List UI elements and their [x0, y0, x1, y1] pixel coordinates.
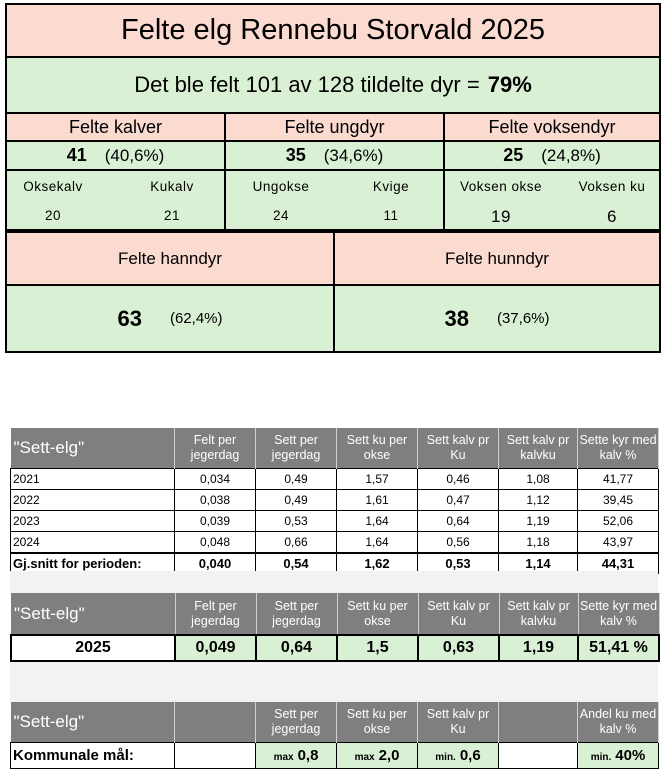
table-cell: 51,41 % — [578, 635, 659, 661]
column-header: Sett kalv pr Ku — [418, 428, 499, 468]
table-cell: 1,61 — [337, 489, 418, 510]
sex-label: Felte hanndyr — [118, 248, 222, 268]
table-cell — [499, 742, 578, 768]
table-cell: 1,64 — [337, 510, 418, 531]
sex-pct: (62,4%) — [169, 310, 223, 327]
male-header — [5, 231, 335, 286]
table-title: "Sett-elg" — [11, 702, 175, 742]
group-pct: (40,6%) — [104, 145, 165, 165]
column-header: Sett per jegerdag — [256, 593, 337, 635]
group-breakdown-young — [224, 171, 445, 231]
sub-label: Ungokse — [252, 179, 310, 194]
sex-count: 38 — [444, 305, 469, 331]
group-label: Felte ungdyr — [284, 116, 385, 137]
table-cell: 43,97 — [578, 531, 659, 553]
group-count: 35 — [285, 145, 306, 165]
table-cell — [175, 742, 256, 768]
sub-value: 19 — [491, 207, 511, 226]
table-cell: 1,08 — [499, 468, 578, 489]
spacer — [10, 662, 658, 702]
table-cell: 1,14 — [499, 553, 578, 574]
table-cell: 1,62 — [337, 553, 418, 574]
table-cell: 39,45 — [578, 489, 659, 510]
municipal-goals-table — [10, 702, 659, 769]
female-count — [333, 286, 661, 353]
row-year: 2021 — [11, 468, 175, 489]
table-cell: 0,66 — [256, 531, 337, 553]
group-header-calves — [5, 114, 226, 142]
goal-value: 0,8 — [297, 746, 319, 764]
table-cell: 0,040 — [175, 553, 256, 574]
group-pct: (24,8%) — [541, 145, 601, 165]
column-header: Sett ku per okse — [337, 593, 418, 635]
column-header: Andel ku med kalv % — [578, 702, 659, 742]
sett-elg-2025-table — [10, 593, 660, 662]
sex-label: Felte hunndyr — [445, 248, 549, 268]
sex-pct: (37,6%) — [496, 310, 550, 327]
goals-label: Kommunale mål: — [11, 742, 175, 768]
goal-prefix: min. — [435, 751, 456, 763]
table-cell: 0,048 — [175, 531, 256, 553]
goal-prefix: max — [354, 751, 375, 763]
table-row — [11, 468, 659, 489]
table-cell: 0,53 — [418, 553, 499, 574]
column-header: Sett kalv pr kalvku — [499, 428, 578, 468]
table-cell: 44,31 — [578, 553, 659, 574]
sub-value: 21 — [163, 208, 181, 223]
group-header-young — [224, 114, 445, 142]
column-header: Sett kalv pr Ku — [418, 702, 499, 742]
table-cell — [418, 742, 499, 768]
table-row — [11, 510, 659, 531]
average-label: Gj.snitt for perioden: — [11, 553, 175, 574]
table-cell: 0,039 — [175, 510, 256, 531]
sett-elg-history-table — [10, 428, 659, 574]
group-count-calves — [5, 142, 226, 171]
column-header: Sette kyr med kalv % — [578, 428, 659, 468]
table-cell: 1,64 — [337, 531, 418, 553]
goal-prefix: max — [273, 751, 294, 763]
column-header: Sett per jegerdag — [256, 702, 337, 742]
table-cell — [256, 742, 337, 768]
table-cell: 1,12 — [499, 489, 578, 510]
table-cell: 1,19 — [499, 635, 578, 661]
table-cell — [337, 742, 418, 768]
column-header — [499, 702, 578, 742]
sub-value: 20 — [44, 208, 62, 223]
column-header: Sett per jegerdag — [256, 428, 337, 468]
title-text: Felte elg Rennebu Storvald 2025 — [120, 14, 545, 46]
sex-count: 63 — [117, 305, 142, 331]
column-header: Felt per jegerdag — [175, 428, 256, 468]
group-count: 41 — [66, 145, 87, 165]
harvest-summary — [5, 58, 661, 114]
summary-percent: 79% — [487, 72, 532, 97]
table-cell: 0,54 — [256, 553, 337, 574]
goal-value: 0,6 — [459, 746, 481, 764]
group-breakdown-adult — [443, 171, 661, 231]
sub-label: Voksen okse — [459, 179, 543, 194]
column-header: Sett ku per okse — [337, 702, 418, 742]
group-count-adult — [443, 142, 661, 171]
group-breakdown-calves — [5, 171, 226, 231]
table-title: "Sett-elg" — [11, 593, 175, 635]
table-header-row — [11, 428, 659, 468]
table-header-row — [11, 593, 659, 635]
sub-value: 11 — [383, 208, 399, 223]
sub-value: 24 — [272, 208, 290, 223]
column-header: Sett kalv pr kalvku — [499, 593, 578, 635]
sub-label: Kvige — [372, 179, 410, 194]
row-year: 2024 — [11, 531, 175, 553]
table-cell: 0,53 — [256, 510, 337, 531]
group-pct: (34,6%) — [323, 145, 384, 165]
sub-value: 6 — [607, 207, 617, 226]
summary-text: Det ble felt 101 av 128 tildelte dyr = — [134, 72, 480, 97]
table-cell: 0,49 — [256, 489, 337, 510]
group-count: 25 — [503, 145, 524, 165]
female-header — [333, 231, 661, 286]
sub-label: Kukalv — [150, 179, 194, 194]
table-header-row — [11, 702, 659, 742]
column-header: Sett ku per okse — [337, 428, 418, 468]
table-cell — [578, 742, 659, 768]
table-row — [11, 531, 659, 553]
table-cell: 0,038 — [175, 489, 256, 510]
sub-label: Oksekalv — [23, 179, 83, 194]
table-cell: 0,64 — [256, 635, 337, 661]
group-label: Felte voksendyr — [488, 116, 616, 137]
goal-value: 40% — [615, 746, 646, 764]
table-cell: 0,46 — [418, 468, 499, 489]
spacer — [10, 571, 658, 593]
row-year: 2023 — [11, 510, 175, 531]
table-cell: 52,06 — [578, 510, 659, 531]
goal-prefix: min. — [590, 751, 612, 763]
row-year: 2022 — [11, 489, 175, 510]
group-header-adult — [443, 114, 661, 142]
table-cell: 0,034 — [175, 468, 256, 489]
column-header — [175, 702, 256, 742]
table-row — [11, 635, 659, 661]
sub-label: Voksen ku — [578, 179, 646, 194]
table-cell: 41,77 — [578, 468, 659, 489]
table-row — [11, 489, 659, 510]
table-cell: 0,049 — [175, 635, 256, 661]
column-header: Sette kyr med kalv % — [578, 593, 659, 635]
male-count — [5, 286, 335, 353]
row-year: 2025 — [11, 635, 175, 661]
table-cell: 0,64 — [418, 510, 499, 531]
table-cell: 0,63 — [418, 635, 499, 661]
page-title — [5, 3, 661, 58]
table-cell: 0,47 — [418, 489, 499, 510]
goals-row — [11, 742, 659, 768]
table-title: "Sett-elg" — [11, 428, 175, 468]
column-header: Felt per jegerdag — [175, 593, 256, 635]
column-header: Sett kalv pr Ku — [418, 593, 499, 635]
table-cell: 0,49 — [256, 468, 337, 489]
group-label: Felte kalver — [68, 116, 163, 137]
table-cell: 1,18 — [499, 531, 578, 553]
table-cell: 1,57 — [337, 468, 418, 489]
goal-value: 2,0 — [378, 746, 400, 764]
table-cell: 0,56 — [418, 531, 499, 553]
group-count-young — [224, 142, 445, 171]
table-cell: 1,19 — [499, 510, 578, 531]
table-cell: 1,5 — [337, 635, 418, 661]
